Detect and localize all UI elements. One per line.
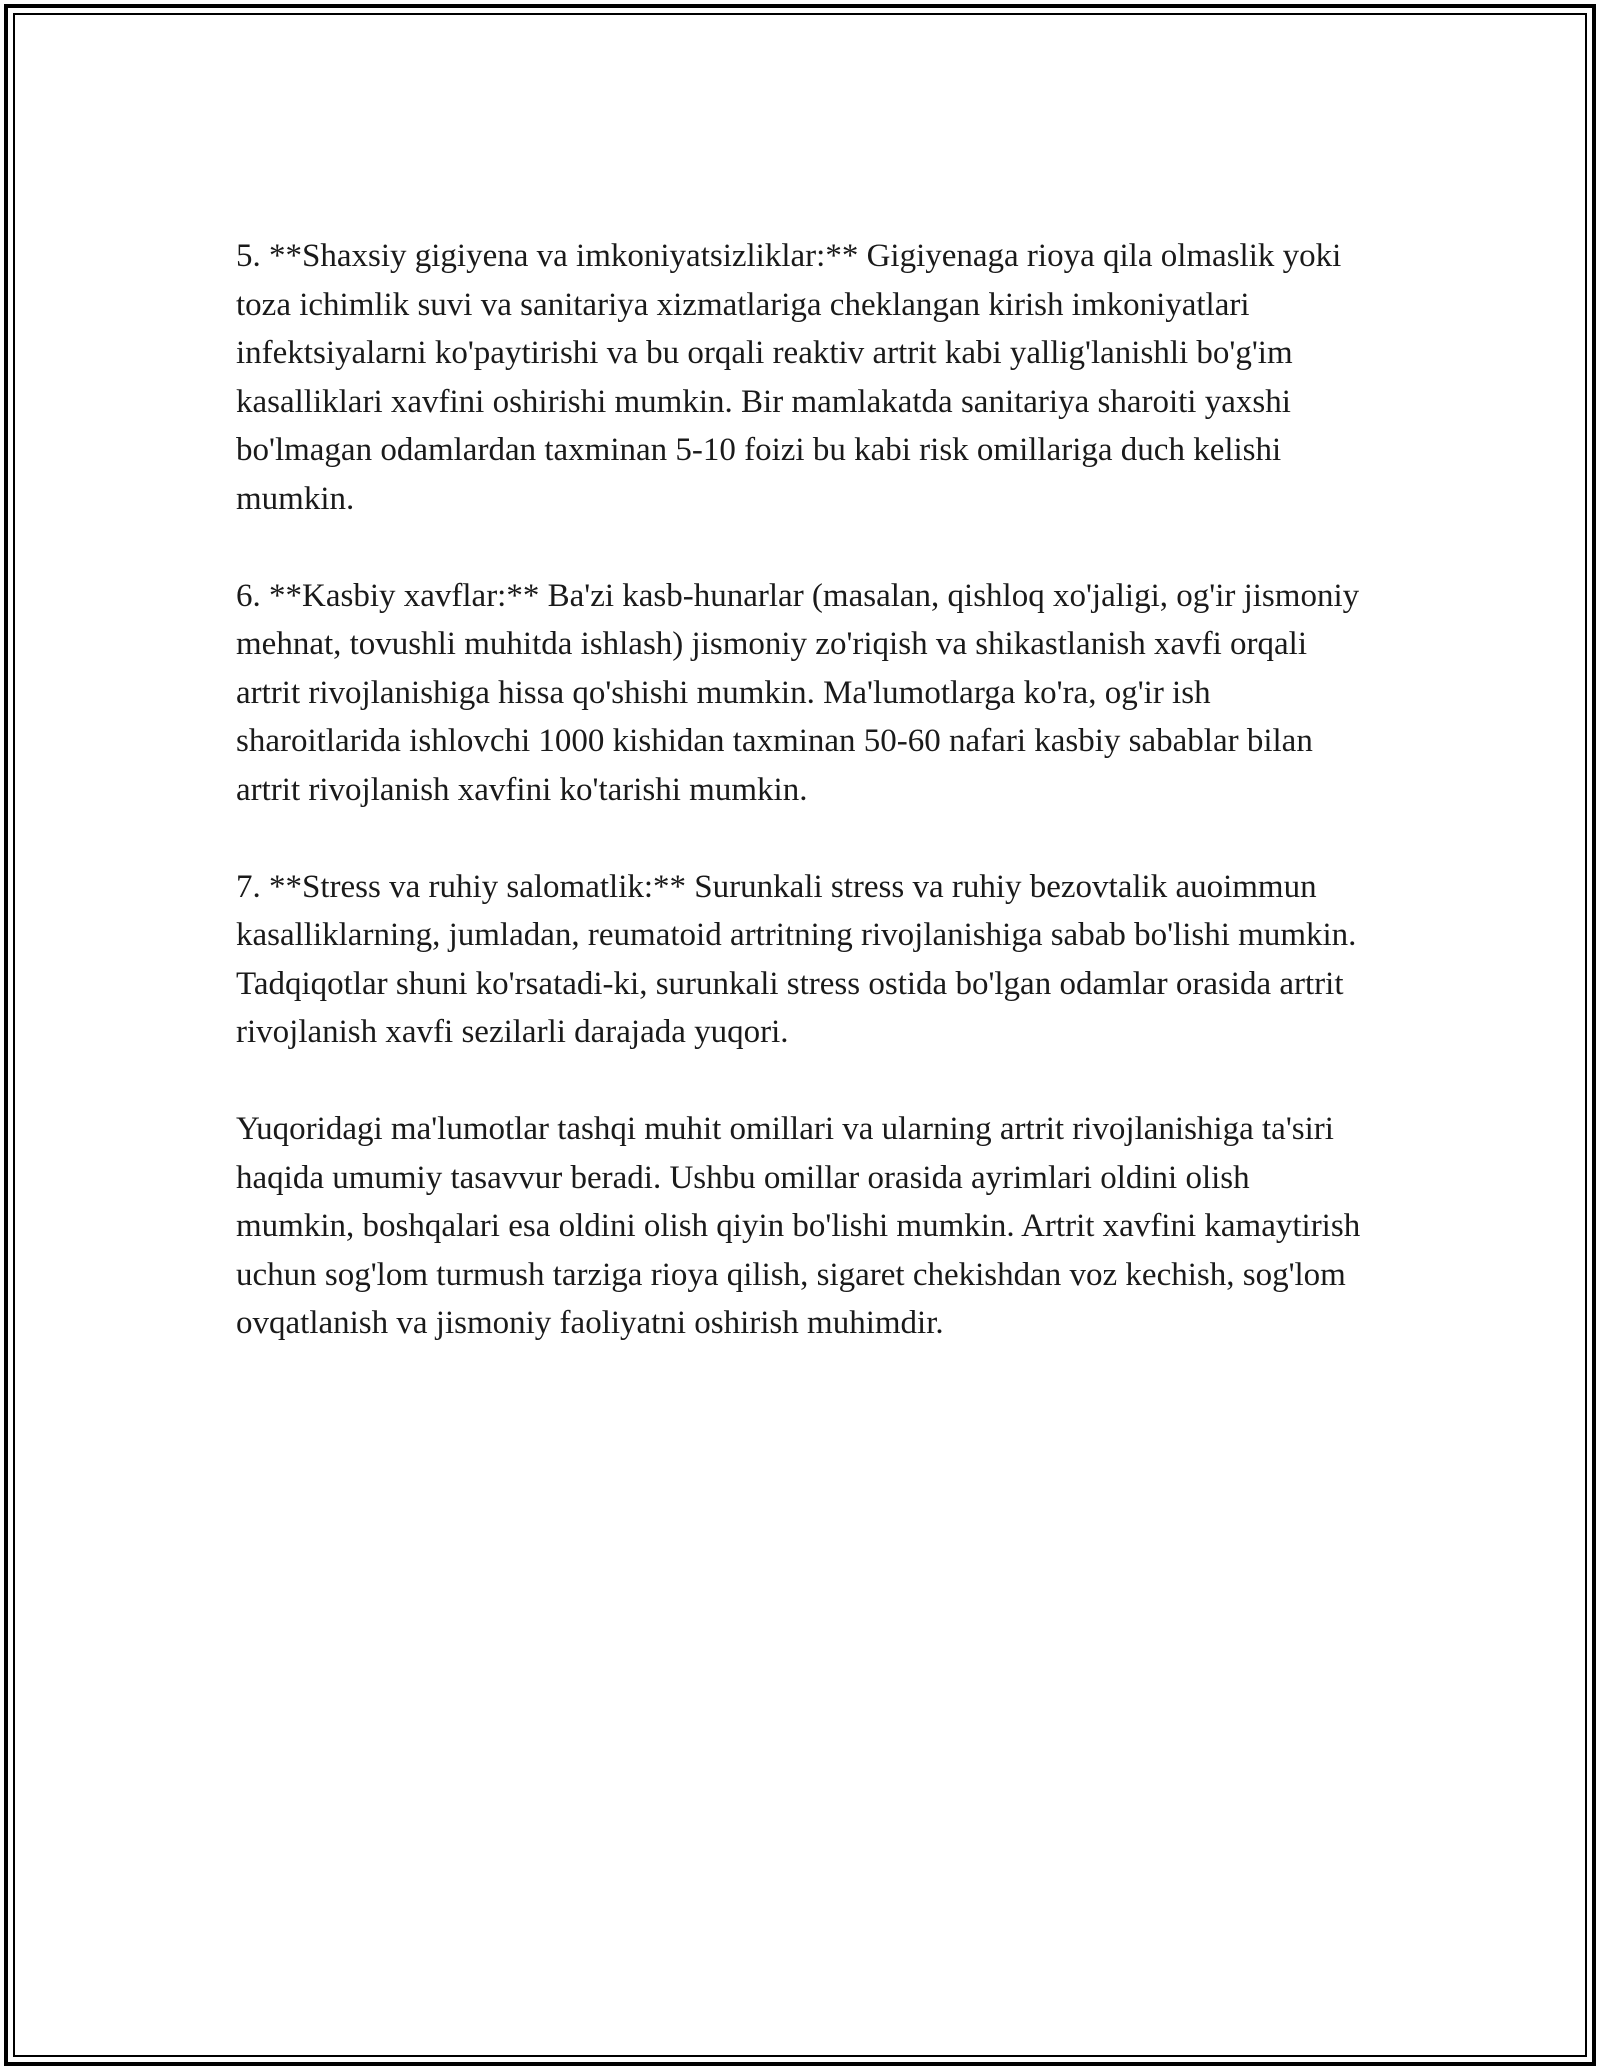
paragraph-conclusion: Yuqoridagi ma'lumotlar tashqi muhit omillari va ularning artrit rivojlanishiga ta'siri haqida umumiy tasavvur beradi. Ushbu omillar orasida ayrimlari oldini olish mumkin, boshqalari esa oldini olish qiyin bo'lishi mumkin. Artrit xavfini kamaytirish uchun sog'lom turmush tarziga rioya qilish, sigaret chekishdan voz kechish, sog'lom ovqatlanish va jismoniy faoliyatni oshirish muhimdir. [236,1111,1361,1341]
paragraph-stress-mental-health: 7. **Stress va ruhiy salomatlik:** Surunkali stress va ruhiy bezovtalik auoimmun kasalliklarning, jumladan, reumatoid artritning rivojlanishiga sabab bo'lishi mumkin. Tadqiqotlar shuni ko'rsatadi-ki, surunkali stress ostida bo'lgan odamlar orasida artrit rivojlanish xavfi sezilarli darajada yuqori. [236,868,1357,1050]
paragraph-occupational-hazards: 6. **Kasbiy xavflar:** Ba'zi kasb-hunarlar (masalan, qishloq xo'jaligi, og'ir jismoniy mehnat, tovushli muhitda ishlash) jismoniy zo'riqish va shikastlanish xavfi orqali artrit rivojlanishiga hissa qo'shishi mumkin. Ma'lumotlarga ko'ra, og'ir ish sharoitlarida ishlovchi 1000 kishidan taxminan 50-60 nafari kasbiy sabablar bilan artrit rivojlanish xavfini ko'tarishi mumkin. [236,577,1360,808]
document-body [236,232,1366,1348]
paragraph-personal-hygiene: 5. **Shaxsiy gigiyena va imkoniyatsizliklar:** Gigiyenaga rioya qila olmaslik yoki toza ichimlik suvi va sanitariya xizmatlariga cheklangan kirish imkoniyatlari infektsiyalarni ko'paytirishi va bu orqali reaktiv artrit kabi yallig'lanishli bo'g'im kasalliklari xavfini oshirishi mumkin. Bir mamlakatda sanitariya sharoiti yaxshi bo'lmagan odamlardan taxminan 5-10 foizi bu kabi risk omillariga duch kelishi mumkin. [236,238,1342,517]
